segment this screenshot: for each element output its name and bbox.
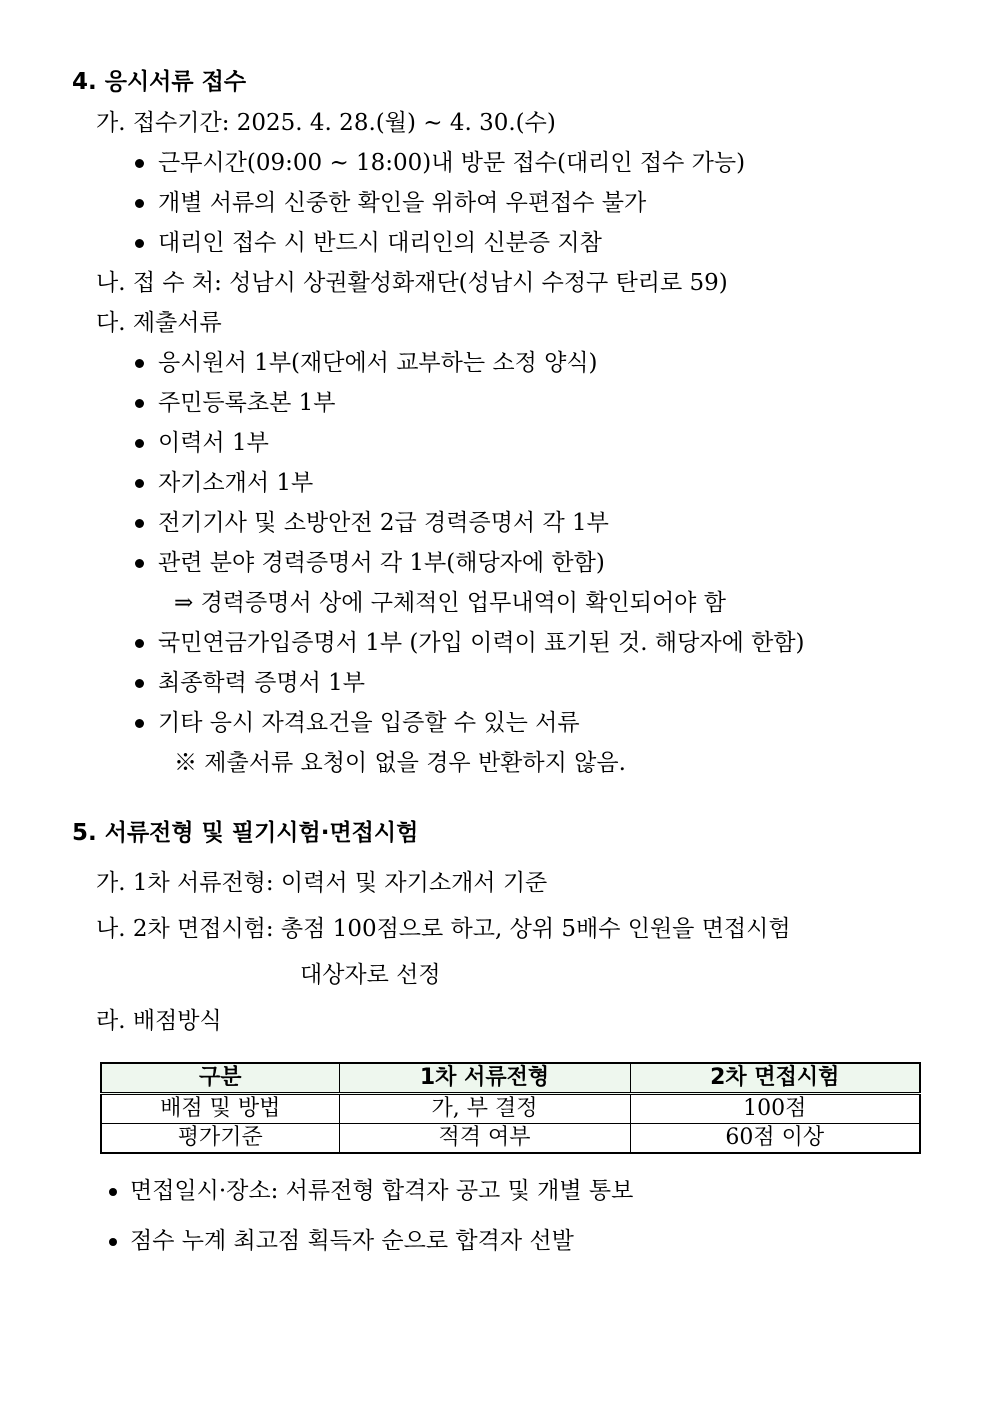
section5-ra: 라. 배점방식: [96, 1008, 222, 1034]
table-cell: 평가기준: [101, 1124, 339, 1154]
bullet-icon: [135, 399, 144, 408]
note-career: ⇒ 경력증명서 상에 구체적인 업무내역이 확인되어야 함: [174, 590, 726, 616]
table-cell: 가, 부 결정: [339, 1094, 630, 1124]
section5-na: 나. 2차 면접시험: 총점 100점으로 하고, 상위 5배수 인원을 면접시험: [96, 916, 791, 942]
table-cell: 100점: [630, 1094, 920, 1124]
table-cell: 60점 이상: [630, 1124, 920, 1154]
bullet-icon: [135, 159, 144, 168]
list-item: 이력서 1부: [158, 430, 269, 456]
note-interview: 면접일시·장소: 서류전형 합격자 공고 및 개별 통보: [130, 1178, 634, 1204]
list-item: 주민등록초본 1부: [158, 390, 336, 416]
bullet-icon: [135, 359, 144, 368]
section4-na: 나. 접 수 처: 성남시 상권활성화재단(성남시 수정구 탄리로 59): [96, 270, 728, 296]
list-item: 최종학력 증명서 1부: [158, 670, 365, 696]
table-cell: 적격 여부: [339, 1124, 630, 1154]
section5-na-cont: 대상자로 선정: [300, 962, 441, 988]
section5-title: 5. 서류전형 및 필기시험·면접시험: [72, 820, 419, 846]
list-item: 전기기사 및 소방안전 2급 경력증명서 각 1부: [158, 510, 609, 536]
bullet-icon: [135, 639, 144, 648]
list-item: 개별 서류의 신중한 확인을 위하여 우편접수 불가: [158, 190, 647, 216]
section4-da: 다. 제출서류: [96, 310, 222, 336]
scoring-table: [100, 1062, 921, 1154]
bullet-icon: [135, 479, 144, 488]
bullet-icon: [135, 199, 144, 208]
section4-title: 4. 응시서류 접수: [72, 69, 247, 95]
table-row: [101, 1124, 920, 1154]
table-header: 2차 면접시험: [630, 1063, 920, 1094]
list-item: 기타 응시 자격요건을 입증할 수 있는 서류: [158, 710, 580, 736]
bullet-icon: [135, 519, 144, 528]
note-selection: 점수 누계 최고점 획득자 순으로 합격자 선발: [130, 1228, 574, 1254]
note-return: ※ 제출서류 요청이 없을 경우 반환하지 않음.: [174, 750, 626, 776]
table-cell: 배점 및 방법: [101, 1094, 339, 1124]
section5-ga: 가. 1차 서류전형: 이력서 및 자기소개서 기준: [96, 870, 548, 896]
list-item: 관련 분야 경력증명서 각 1부(해당자에 한함): [158, 550, 605, 576]
table-row: [101, 1094, 920, 1124]
list-item: 국민연금가입증명서 1부 (가입 이력이 표기된 것. 해당자에 한함): [158, 630, 805, 656]
bullet-icon: [109, 1188, 117, 1196]
bullet-icon: [135, 679, 144, 688]
table-header: 구분: [101, 1063, 339, 1094]
bullet-icon: [135, 719, 144, 728]
list-item: 자기소개서 1부: [158, 470, 314, 496]
list-item: 근무시간(09:00 ~ 18:00)내 방문 접수(대리인 접수 가능): [158, 150, 746, 176]
table-header: 1차 서류전형: [339, 1063, 630, 1094]
bullet-icon: [109, 1238, 117, 1246]
table-header-row: [101, 1063, 920, 1094]
section4-ga: 가. 접수기간: 2025. 4. 28.(월) ∼ 4. 30.(수): [96, 110, 556, 136]
list-item: 대리인 접수 시 반드시 대리인의 신분증 지참: [158, 230, 602, 256]
list-item: 응시원서 1부(재단에서 교부하는 소정 양식): [158, 350, 598, 376]
bullet-icon: [135, 439, 144, 448]
bullet-icon: [135, 239, 144, 248]
bullet-icon: [135, 559, 144, 568]
